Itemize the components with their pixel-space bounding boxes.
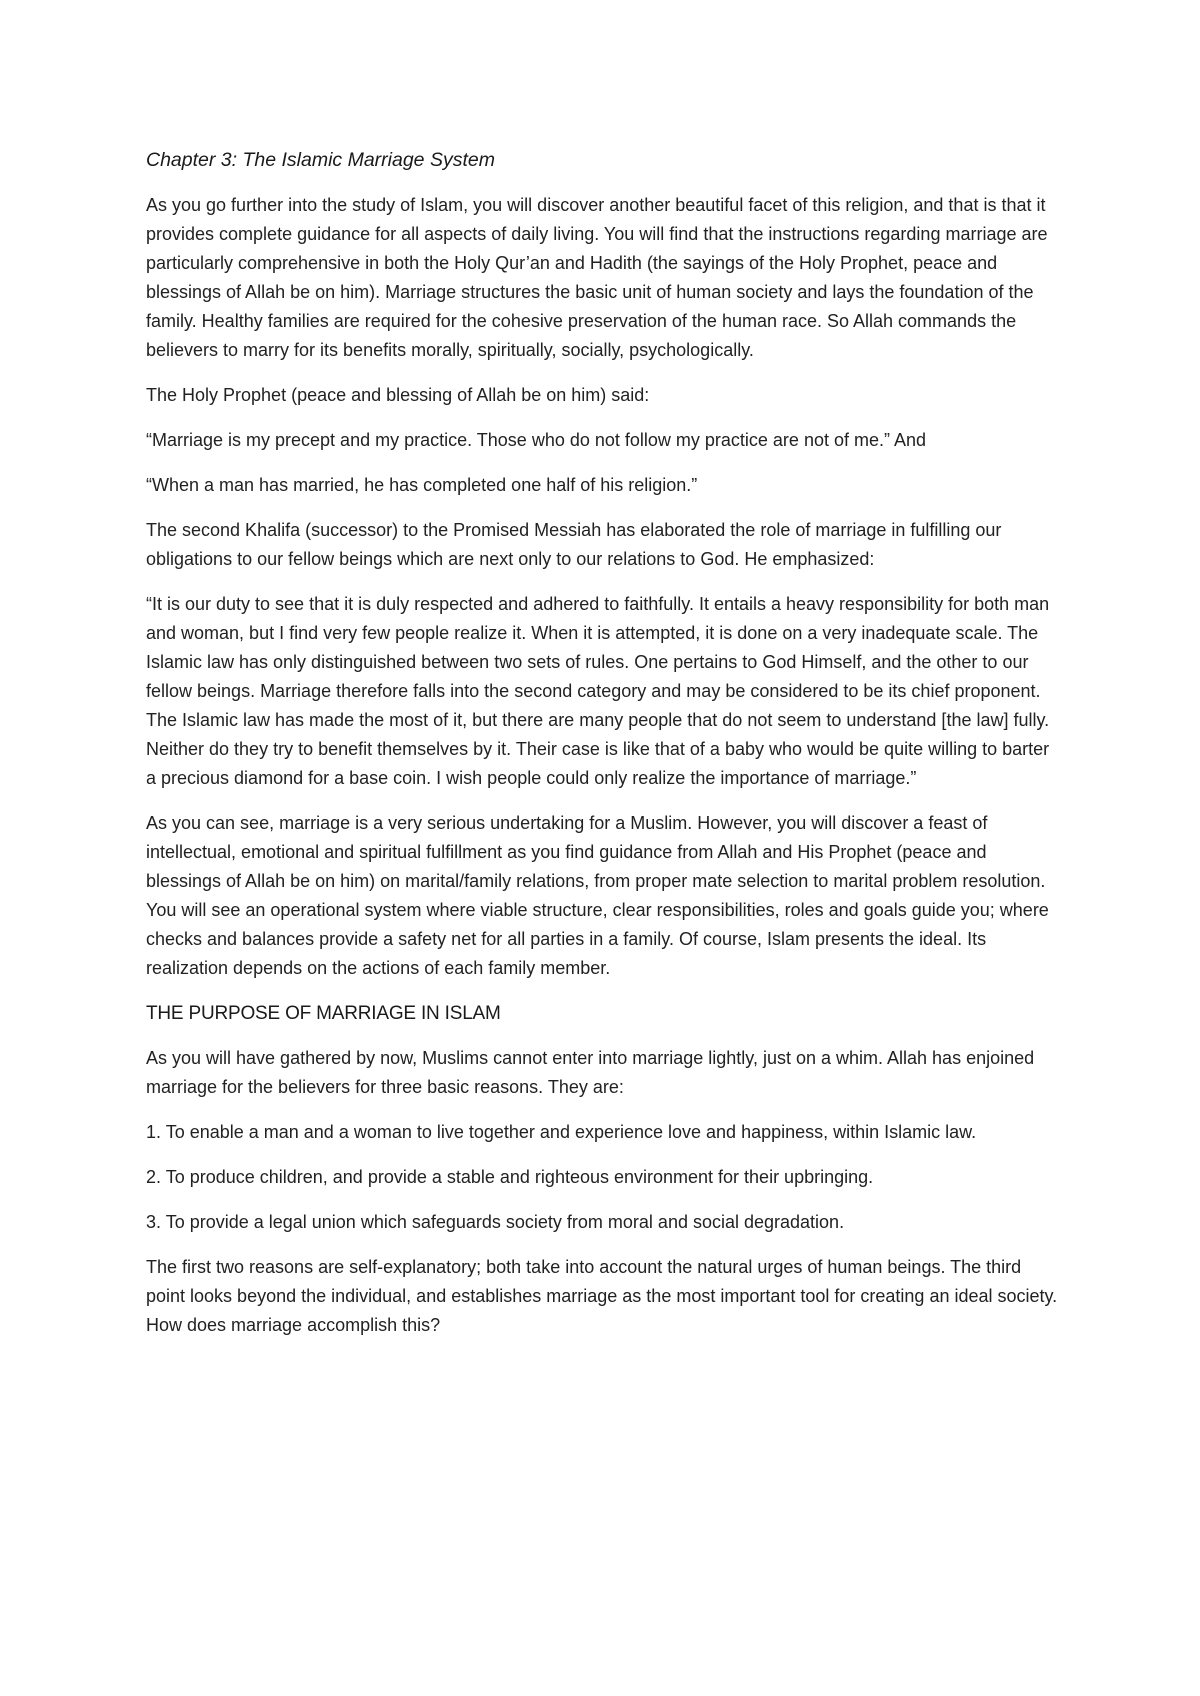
quote-precept: “Marriage is my precept and my practice. Those who do not follow my practice are not of me.” And xyxy=(146,430,927,450)
purpose-intro-paragraph: As you will have gathered by now, Muslims cannot enter into marriage lightly, just on a whim. Allah has enjoined marriage for the believers for three basic reasons. They are: xyxy=(146,1048,1035,1097)
section-heading: THE PURPOSE OF MARRIAGE IN ISLAM xyxy=(146,1003,501,1024)
khalifa-quote: “It is our duty to see that it is duly respected and adhered to faithfully. It entails a heavy responsibility for both man and woman, but I find very few people realize it. When it is attempted, it is done on a very inadequate scale. The Islamic law has only distinguished between two sets of rules. One pertains to God Himself, and the other to our fellow beings. Marriage therefore falls into the second category and may be considered to be its chief proponent. The Islamic law has made the most of it, but there are many people that do not seem to understand [the law] fully. Neither do they try to benefit themselves by it. Their case is like that of a baby who would be quite willing to barter a precious diamond for a base coin. I wish people could only realize the importance of marriage.” xyxy=(146,594,1050,788)
reason-item-3: 3. To provide a legal union which safeguards society from moral and social degradation. xyxy=(146,1212,845,1232)
quote-half-religion: “When a man has married, he has completed one half of his religion.” xyxy=(146,475,698,495)
chapter-title: Chapter 3: The Islamic Marriage System xyxy=(146,149,495,171)
khalifa-paragraph: The second Khalifa (successor) to the Promised Messiah has elaborated the role of marriage in fulfilling our obligations to our fellow beings which are next only to our relations to God. He emphasized: xyxy=(146,520,1002,569)
reason-item-1: 1. To enable a man and a woman to live together and experience love and happiness, within Islamic law. xyxy=(146,1122,977,1142)
intro-paragraph: As you go further into the study of Islam, you will discover another beautiful facet of this religion, and that is that it provides complete guidance for all aspects of daily living. You will find that the instructions regarding marriage are particularly comprehensive in both the Holy Qur’an and Hadith (the sayings of the Holy Prophet, peace and blessings of Allah be on him). Marriage structures the basic unit of human society and lays the foundation of the family. Healthy families are required for the cohesive preservation of the human race. So Allah commands the believers to marry for its benefits morally, spiritually, socially, psychologically. xyxy=(146,195,1048,360)
serious-undertaking-paragraph: As you can see, marriage is a very serious undertaking for a Muslim. However, you will discover a feast of intellectual, emotional and spiritual fulfillment as you find guidance from Allah and His Prophet (peace and blessings of Allah be on him) on marital/family relations, from proper mate selection to marital problem resolution. You will see an operational system where viable structure, clear responsibilities, roles and goals guide you; where checks and balances provide a safety net for all parties in a family. Of course, Islam presents the ideal. Its realization depends on the actions of each family member. xyxy=(146,813,1049,978)
reason-item-2: 2. To produce children, and provide a stable and righteous environment for their upbringing. xyxy=(146,1167,874,1187)
closing-paragraph: The first two reasons are self-explanatory; both take into account the natural urges of human beings. The third point looks beyond the individual, and establishes marriage as the most important tool for creating an ideal society. How does marriage accomplish this? xyxy=(146,1257,1058,1335)
prophet-said-line: The Holy Prophet (peace and blessing of Allah be on him) said: xyxy=(146,385,650,405)
